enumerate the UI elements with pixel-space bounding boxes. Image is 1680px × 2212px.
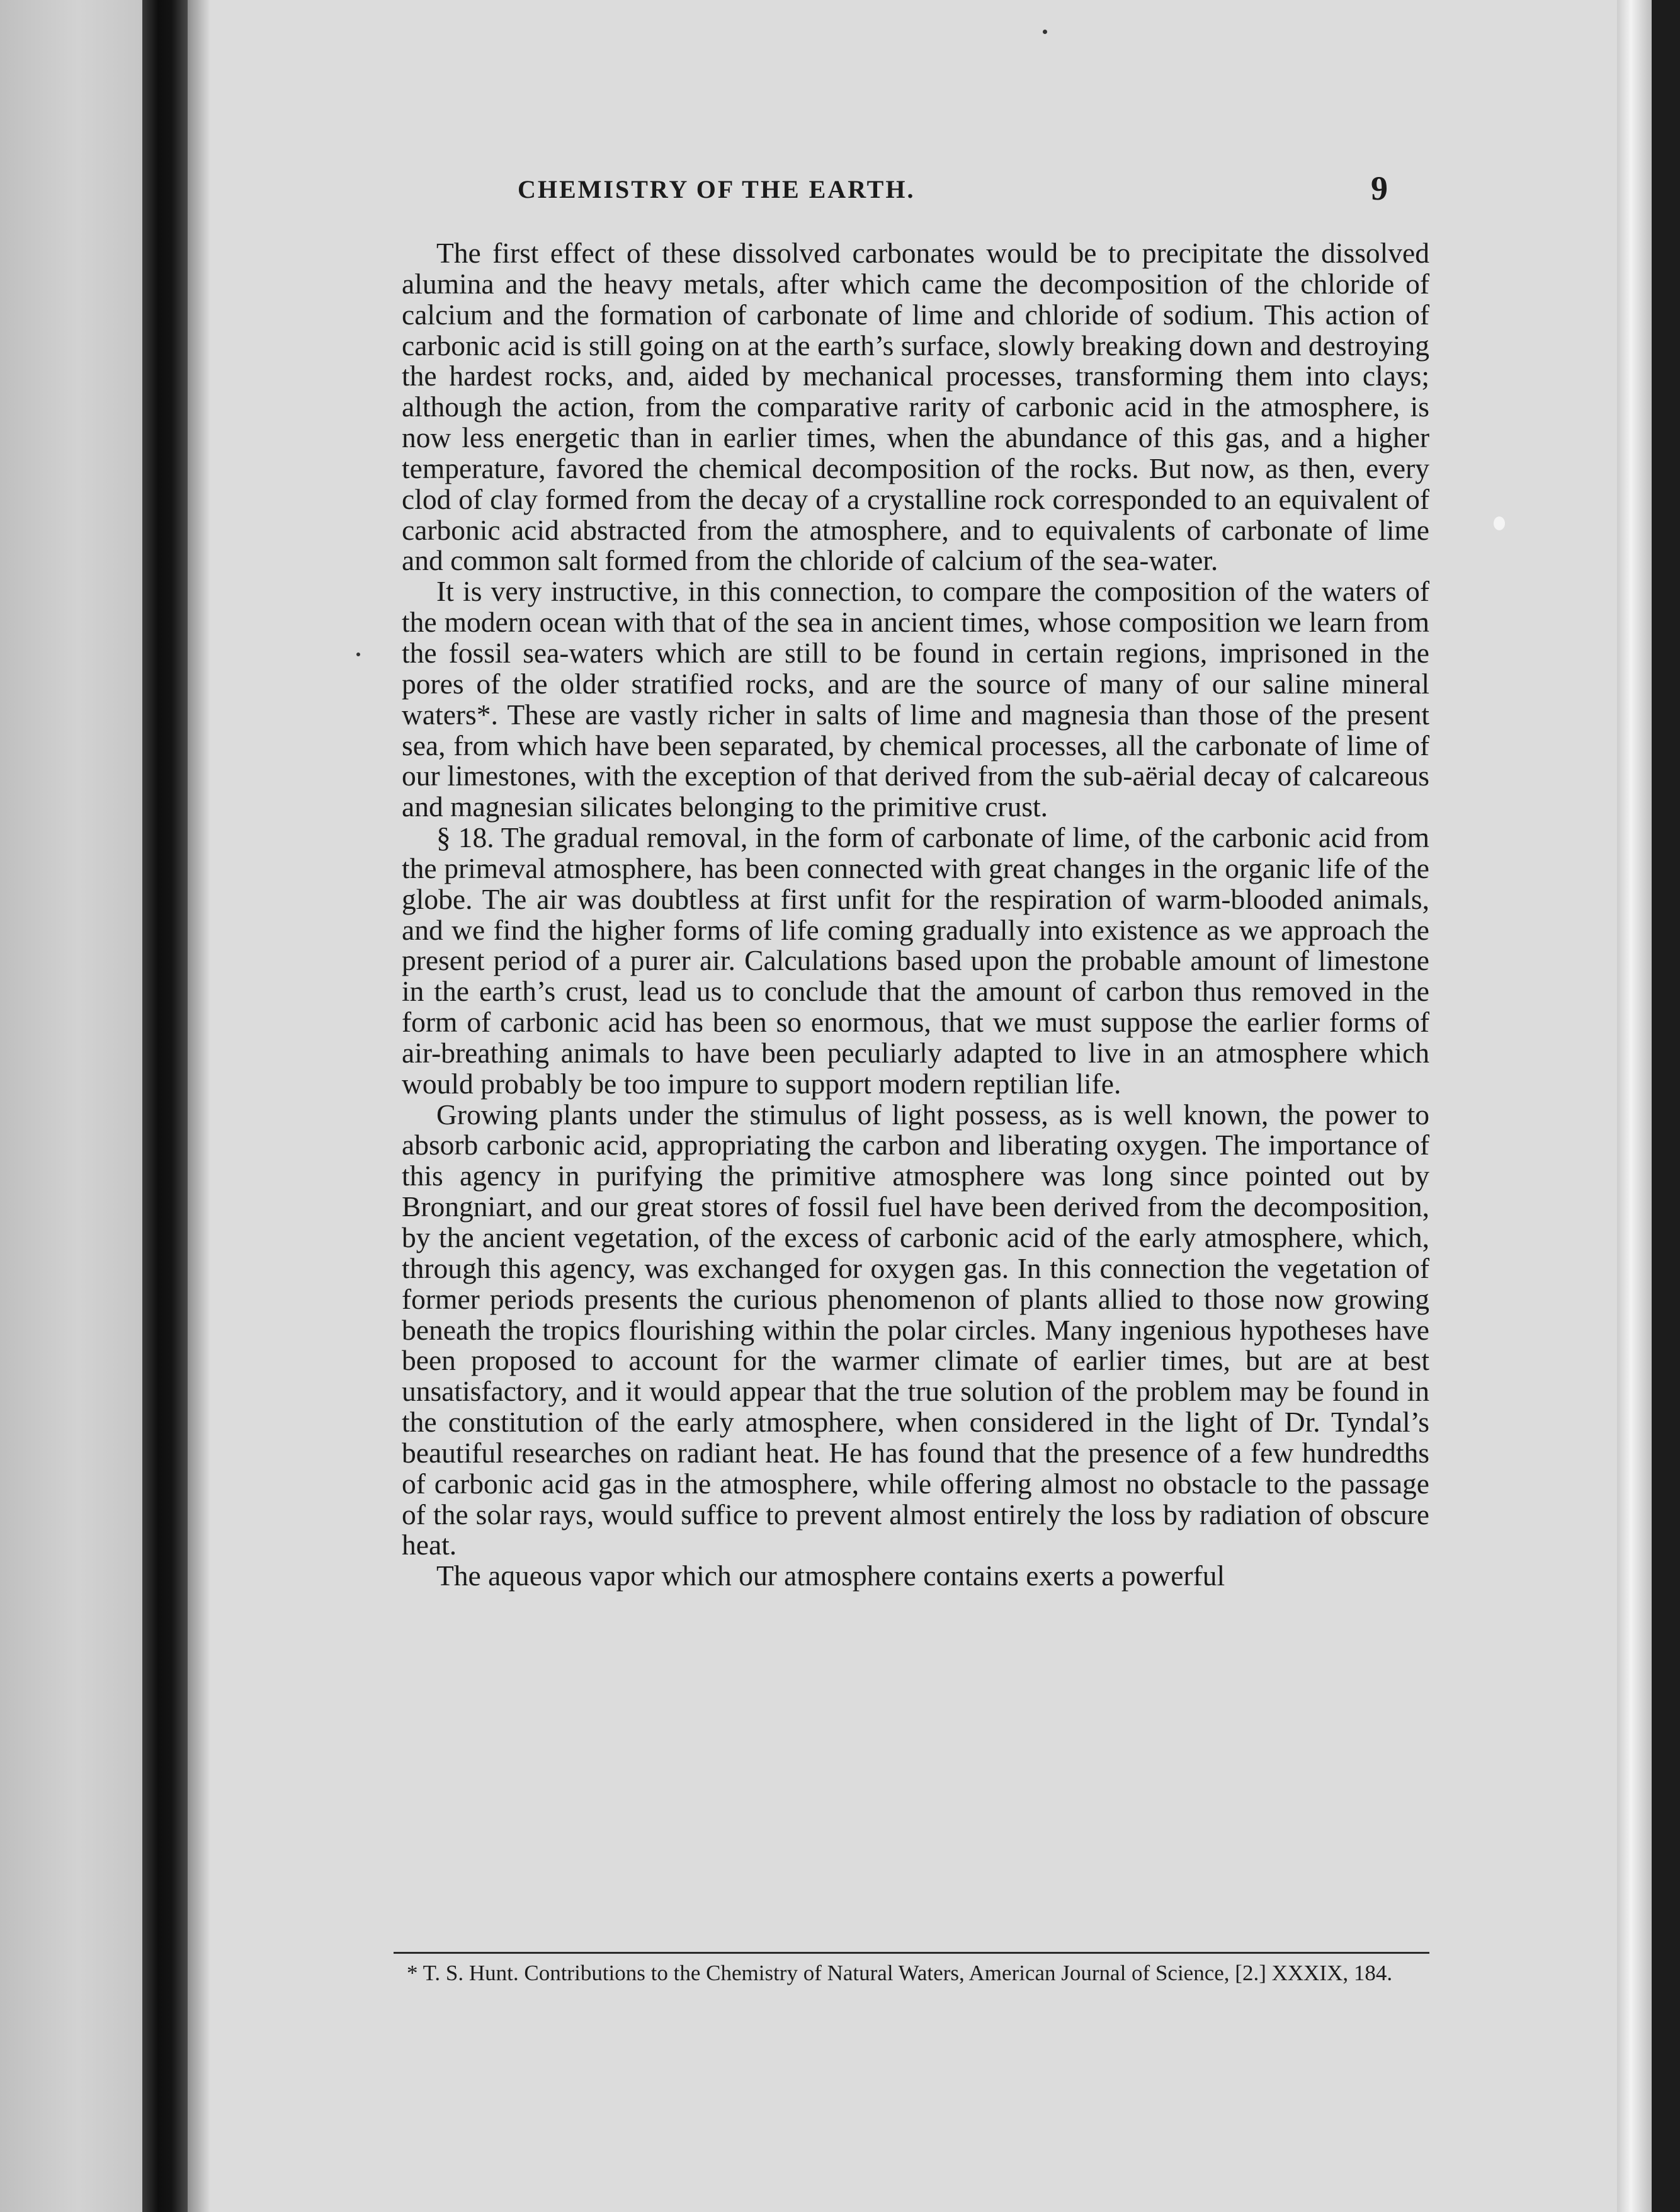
facing-page-edge xyxy=(0,0,142,2212)
scan-speck xyxy=(1494,516,1505,530)
book-gutter xyxy=(142,0,188,2212)
paragraph-ancient-seas: It is very instructive, in this connection, to compare the composition of the waters of the modern ocean with that of the sea in ancient times, whose composition we learn from the fossil sea-waters which are still to be found in certain regions, imprisoned in the pores of the older stratified rocks, and are the source of many of our saline mineral waters*. These are vastly richer in salts of lime and magnesia than those of the present sea, from which have been separated, by chemical processes, all the carbonate of lime of our limestones, with the exception of that derived from the sub-aërial decay of calcareous and magnesian silicates belonging to the primitive crust. xyxy=(402,575,1429,823)
paragraph-aqueous-vapor: The aqueous vapor which our atmosphere contains exerts a powerful xyxy=(436,1559,1225,1592)
paragraph-section-18: § 18. The gradual removal, in the form of carbonate of lime, of the carbonic acid from the primeval atmosphere, has been connected with great changes in the organic life of the globe. The air was doubtless at first unfit for the respiration of warm-blooded animals, and we find the higher forms of life coming gradually into existence as we approach the present period of a purer air. Calculations based upon the probable amount of limestone in the earth’s crust, lead us to conclude that the amount of carbon thus removed in the form of carbonic acid has been so enormous, that we must suppose the earlier forms of air-breathing animals to have been peculiarly adapted to live in an atmosphere which would probably be too impure to support modern reptilian life. xyxy=(402,821,1429,1100)
body-text xyxy=(402,238,1429,1592)
paragraph-growing-plants: Growing plants under the stimulus of light possess, as is well known, the power to absorb carbonic acid, appropriating the carbon and liberating oxygen. The importance of this agency in purifying the primitive atmosphere was long since pointed out by Brongniart, and our great stores of fossil fuel have been derived from the decomposition, by the ancient vegetation, of the excess of carbonic acid of the early atmosphere, which, through this agency, was exchanged for oxygen gas. In this connection the vegetation of former periods presents the curious phenomenon of plants allied to those now growing beneath the tropics flourishing within the polar circles. Many ingenious hypotheses have been proposed to account for the warmer climate of earlier times, but are at best unsatisfactory, and it would appear that the true solution of the problem may be found in the constitution of the early atmosphere, when considered in the light of Dr. Tyndal’s beautiful researches on radiant heat. He has found that the presence of a few hundredths of carbonic acid gas in the atmosphere, while offering almost no obstacle to the passage of the solar rays, would suffice to prevent almost entirely the loss by radiation of obscure heat. xyxy=(402,1098,1429,1561)
scan-background-right xyxy=(1652,0,1680,2212)
gutter-shadow xyxy=(188,0,210,2212)
page-number: 9 xyxy=(1371,169,1388,207)
footnote-rule xyxy=(394,1952,1429,1954)
paragraph-carbonates: The first effect of these dissolved carbonates would be to precipitate the dissolved alumina and the heavy metals, after which came the decomposition of the chloride of calcium and the formation of carbonate of lime and chloride of sodium. This action of carbonic acid is still going on at the earth’s surface, slowly breaking down and destroying the hardest rocks, and, aided by mechanical processes, transforming them into clays; although the action, from the comparative rarity of carbonic acid in the atmosphere, is now less energetic than in earlier times, when the abundance of this gas, and a higher temperature, favored the chemical decomposition of the rocks. But now, as then, every clod of clay formed from the decay of a crystalline rock corresponded to an equivalent of carbonic acid abstracted from the atmosphere, and to equivalents of carbonate of lime and common salt formed from the chloride of calcium of the sea-water. xyxy=(402,237,1429,577)
scan-speck xyxy=(1043,30,1047,34)
running-head: CHEMISTRY OF THE EARTH. xyxy=(518,175,916,203)
footnote: * T. S. Hunt. Contributions to the Chemistry of Natural Waters, American Journal of Science, [2.] XXXIX, 184. xyxy=(407,1961,1393,1985)
scan-speck xyxy=(356,653,360,656)
page-edge xyxy=(1617,0,1652,2212)
